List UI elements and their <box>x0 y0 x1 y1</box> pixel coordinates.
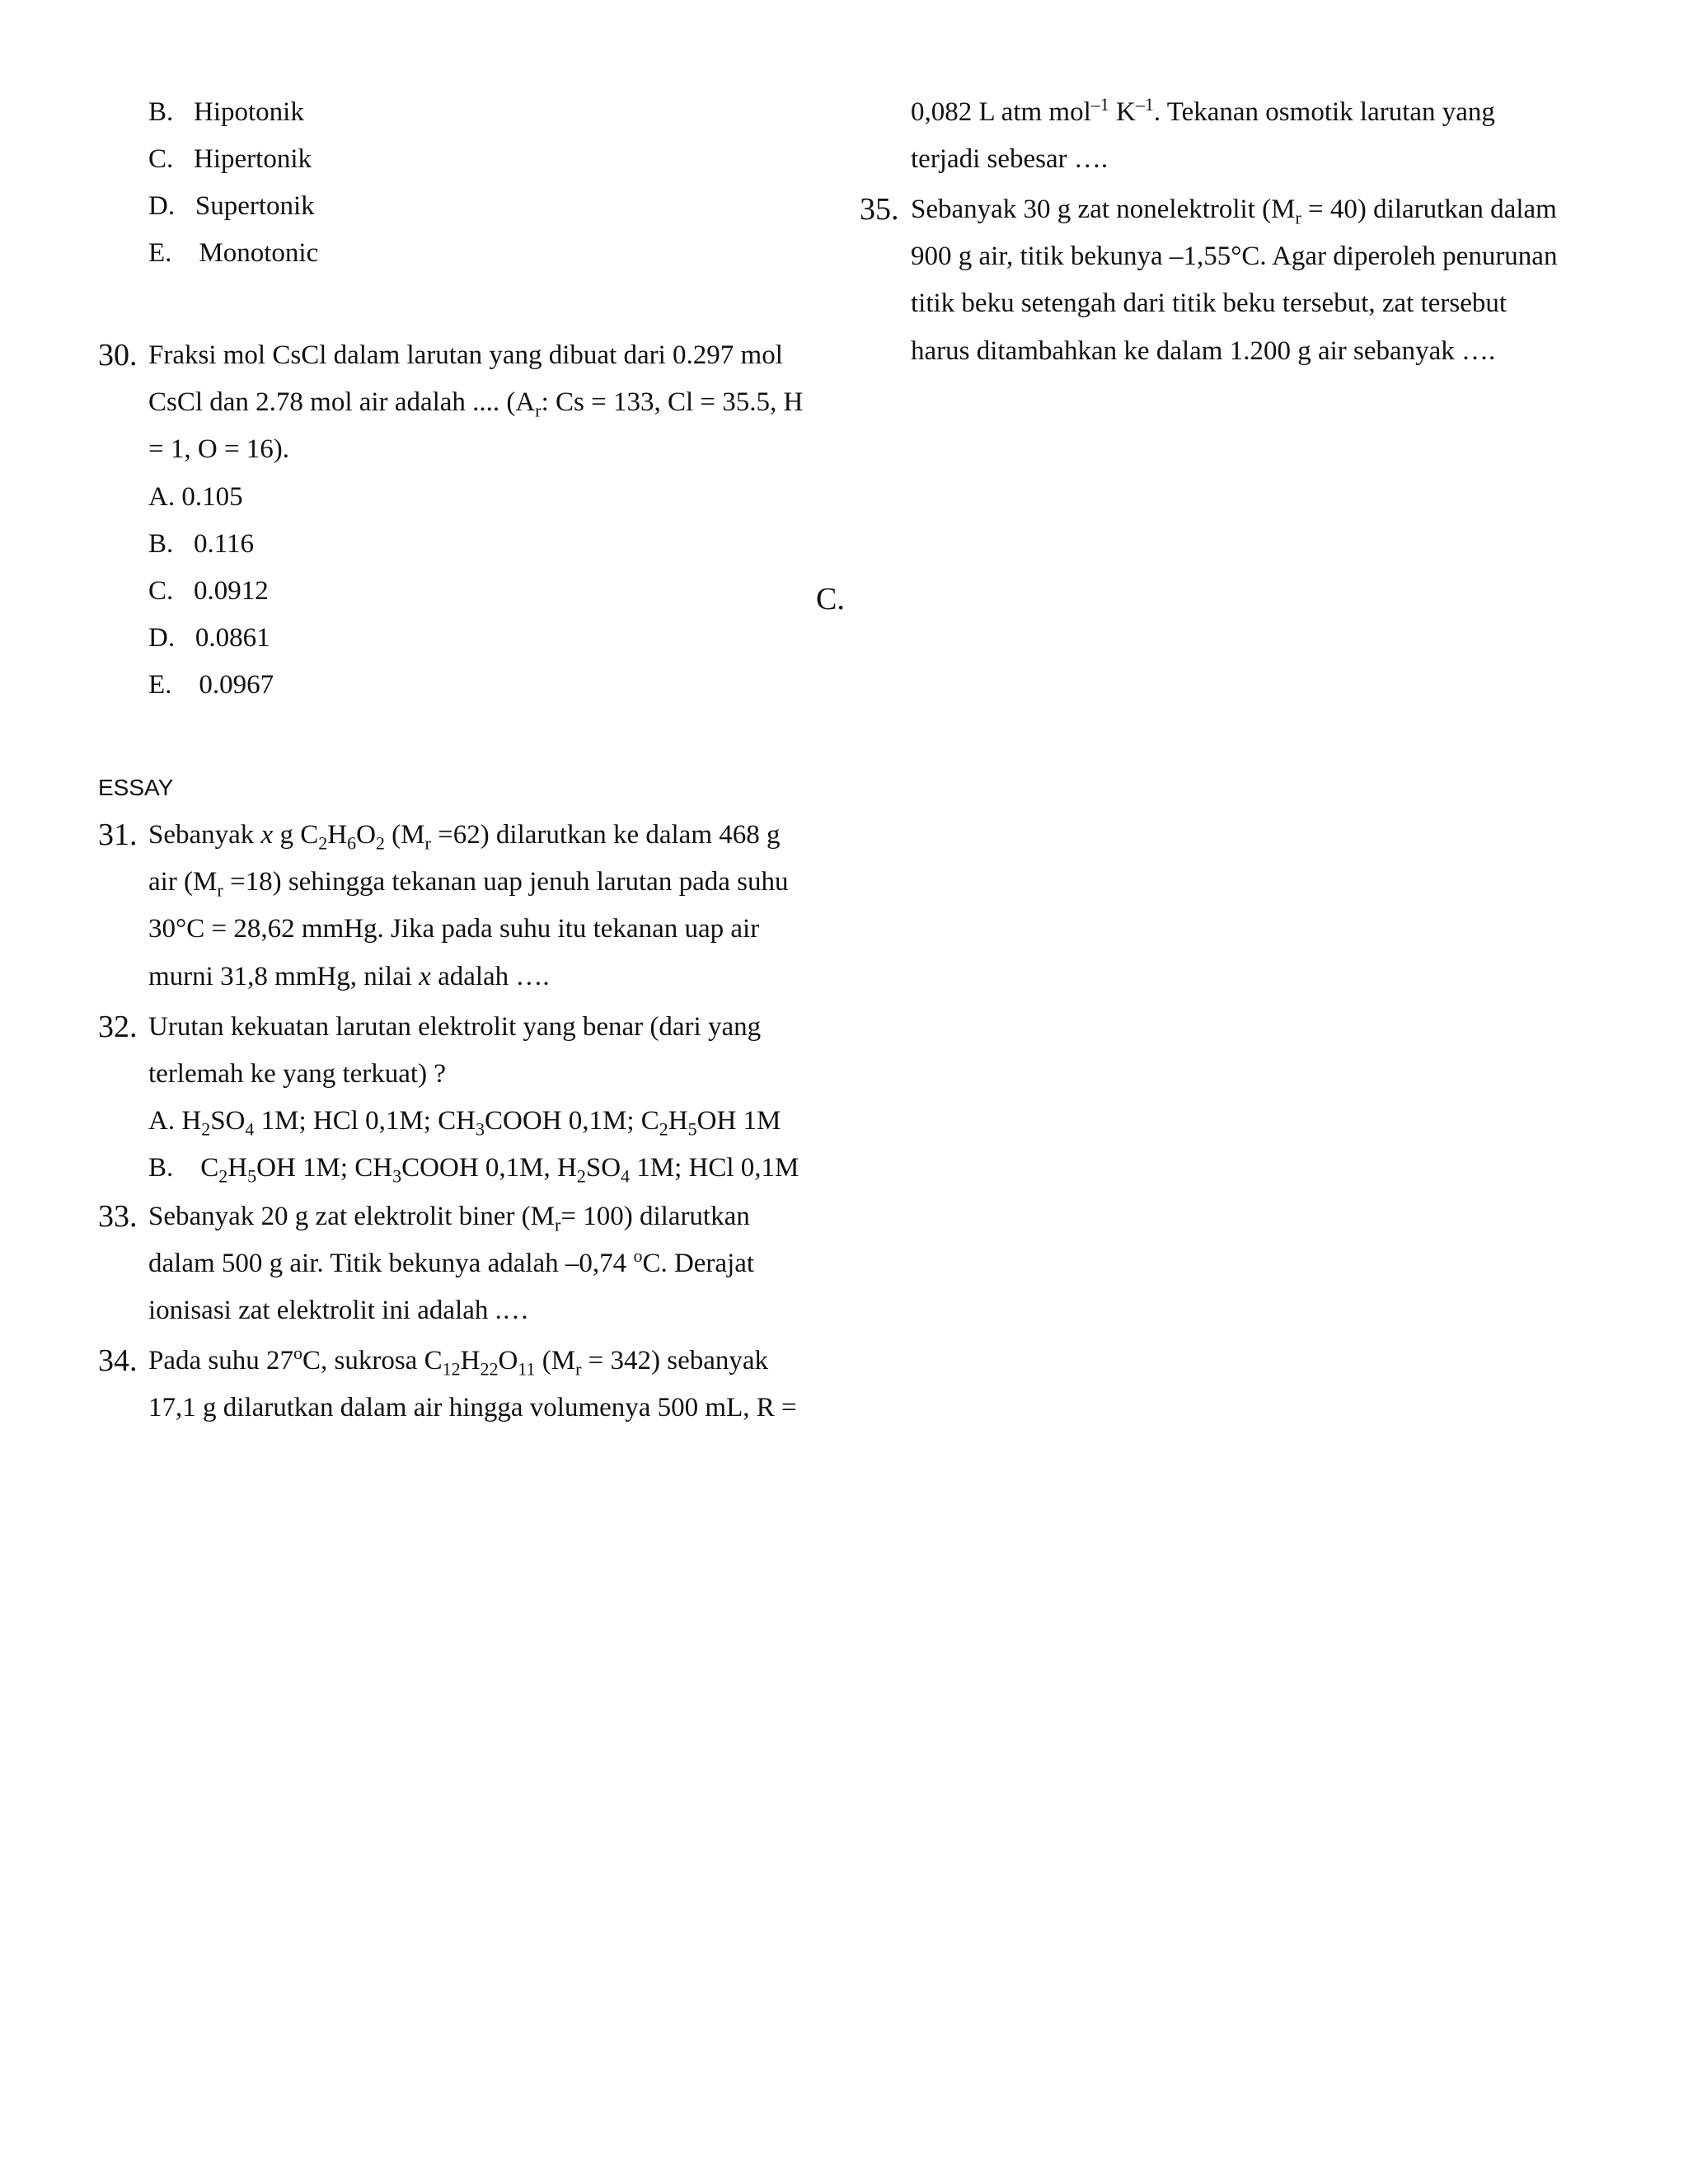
option-letter: B. <box>148 97 174 127</box>
question-text: Urutan kekuatan larutan elektrolit yang benar (dari yang <box>148 1012 762 1042</box>
question-text: Sebanyak 30 g zat nonelektrolit $(M_r = 40)$ dilarutkan dalam <box>911 194 1557 228</box>
option-text: Hipotonik <box>194 97 304 127</box>
q30-option-c: C. 0.0912 <box>148 576 269 606</box>
q30-option-b: B. 0.116 <box>148 529 255 559</box>
question-number: 30. <box>98 338 138 373</box>
question-number: 34. <box>98 1343 138 1378</box>
q32-option-b: B. $C_2H_5OH$ 1M; $CH_3COOH$ 0,1M, $H_2SO_4$ 1M; HCl 0,1M <box>148 1153 799 1187</box>
question-33 <box>98 1199 750 1235</box>
question-text: Fraksi mol CsCl dalam larutan yang dibuat dari 0.297 mol <box>148 340 783 370</box>
question-32 <box>98 1010 762 1045</box>
essay-heading: ESSAY <box>98 775 174 800</box>
question-text: Sebanyak 20 g zat elektrolit biner $(M_r= 100)$ dilarutkan <box>148 1202 750 1235</box>
question-31-line-4: murni 31,8 mmHg, nilai x adalah …. <box>148 962 550 991</box>
question-32-line-2: terlemah ke yang terkuat) ? <box>148 1059 446 1089</box>
question-31-line-2: air $(M_r =18)$ sehingga tekanan uap jenuh larutan pada suhu <box>148 867 789 901</box>
question-number: 33. <box>98 1199 138 1234</box>
q30-option-d: D. 0.0861 <box>148 623 270 653</box>
q32-option-a: A. $H_2SO_4$ 1M; HCl 0,1M; $CH_3COOH$ 0,1M; $C_2H_5OH$ 1M <box>148 1106 781 1140</box>
option-text: Supertonik <box>195 191 315 221</box>
q29-option-b <box>148 96 304 129</box>
question-34 <box>98 1343 769 1380</box>
stray-option-letter: C. <box>816 582 845 616</box>
question-text: Pada suhu 27$^o$C, sukrosa $C_{12}H_{22}O_{11}$ $(M_r = 342)$ sebanyak <box>148 1343 769 1380</box>
question-34-continued-line-1: 0,082 L atm mol$^{-1}$ $K^{-1}$. Tekanan osmotik larutan yang <box>911 94 1495 127</box>
question-35-line-2: 900 g air, titik bekunya –1,55°C. Agar diperoleh penurunan <box>911 241 1558 271</box>
option-letter: E. <box>148 238 172 268</box>
question-number: 35. <box>860 192 899 227</box>
q30-option-e: E. 0.0967 <box>148 670 274 700</box>
question-30-line-3: = 1, O = 16). <box>148 434 290 464</box>
question-31-line-3: 30°C = 28,62 mmHg. Jika pada suhu itu tekanan uap air <box>148 914 760 944</box>
q29-option-e <box>148 237 318 269</box>
option-text: Hipertonik <box>194 144 312 174</box>
question-35-line-3: titik beku setengah dari titik beku tersebut, zat tersebut <box>911 288 1507 318</box>
q30-option-a: A. 0.105 <box>148 482 243 512</box>
question-33-line-2: dalam 500 g air. Titik bekunya adalah –0,74 $^o$C. Derajat <box>148 1245 755 1278</box>
question-31 <box>98 818 781 854</box>
question-34-continued-line-2: terjadi sebesar …. <box>911 144 1109 174</box>
question-number: 32. <box>98 1010 138 1044</box>
option-text: Monotonic <box>199 238 319 268</box>
option-letter: D. <box>148 191 176 221</box>
question-30 <box>98 338 783 373</box>
question-33-line-3: ionisasi zat elektrolit ini adalah .… <box>148 1296 529 1325</box>
option-letter: C. <box>148 144 174 174</box>
question-34-line-2: 17,1 g dilarutkan dalam air hingga volumenya 500 mL, R = <box>148 1393 797 1422</box>
question-35 <box>860 192 1557 228</box>
q29-option-d <box>148 190 315 223</box>
question-text: Sebanyak x g $C_2H_6O_2$ $(M_r =62)$ dilarutkan ke dalam 468 g <box>148 820 781 854</box>
q29-option-c <box>148 143 312 176</box>
question-35-line-4: harus ditambahkan ke dalam 1.200 g air sebanyak …. <box>911 336 1496 366</box>
question-number: 31. <box>98 818 138 852</box>
question-30-line-2: CsCl dan 2.78 mol air adalah .... ($A_r$: Cs = 133, Cl = 35.5, H <box>148 387 804 421</box>
